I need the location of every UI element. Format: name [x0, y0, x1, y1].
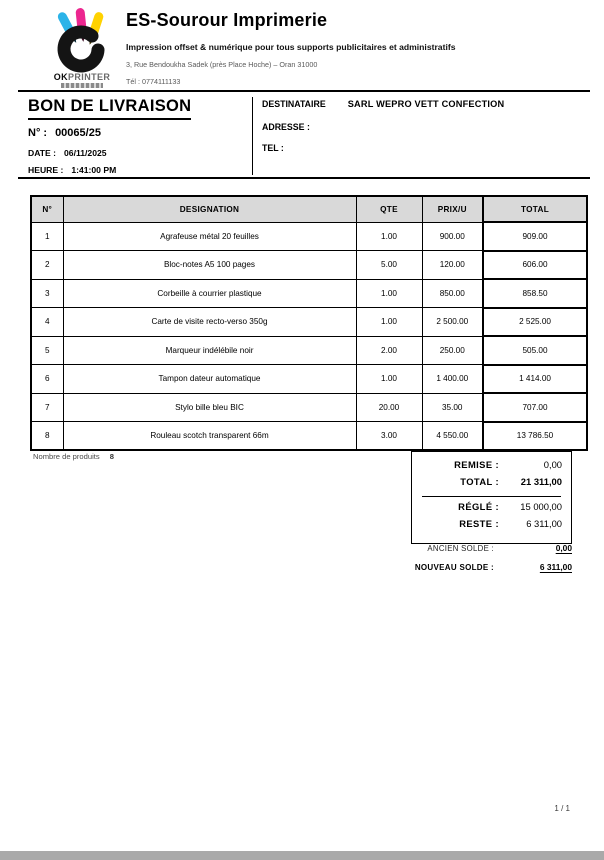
- cell-qty: 1.00: [356, 308, 422, 337]
- cell-no: 5: [31, 336, 63, 365]
- company-phone: Tél : 0774111133: [126, 77, 181, 86]
- document-number-row: [28, 127, 252, 139]
- header-divider-bottom: [18, 177, 590, 179]
- total-label: TOTAL :: [460, 476, 499, 487]
- date-value: 06/11/2025: [64, 148, 107, 158]
- recipient-value: SARL WEPRO VETT CONFECTION: [347, 99, 505, 109]
- cell-no: 4: [31, 308, 63, 337]
- cell-qty: 3.00: [356, 422, 422, 451]
- cell-no: 1: [31, 222, 63, 251]
- cell-designation: Carte de visite recto-verso 350g: [63, 308, 356, 337]
- cell-total: 2 525.00: [483, 308, 587, 337]
- recipient-section: [252, 97, 584, 175]
- cell-no: 8: [31, 422, 63, 451]
- cell-total: 858.50: [483, 279, 587, 308]
- cell-no: 7: [31, 393, 63, 422]
- cell-unit-price: 900.00: [422, 222, 483, 251]
- remise-label: REMISE :: [454, 459, 499, 470]
- regle-value: 15 000,00: [520, 501, 562, 512]
- table-row: [31, 422, 587, 451]
- date-row: [28, 148, 252, 158]
- cell-qty: 20.00: [356, 393, 422, 422]
- reste-row: [421, 518, 562, 535]
- cell-designation: Corbeille à courrier plastique: [63, 279, 356, 308]
- table-row: [31, 222, 587, 251]
- recipient-tel-row: [262, 143, 584, 153]
- company-header: [126, 10, 586, 86]
- table-row: [31, 365, 587, 394]
- cell-unit-price: 250.00: [422, 336, 483, 365]
- product-count-label: Nombre de produits: [33, 452, 100, 461]
- reste-value: 6 311,00: [526, 518, 562, 529]
- cell-designation: Bloc-notes A5 100 pages: [63, 251, 356, 280]
- remise-row: [421, 459, 562, 476]
- viewer-bottom-bar: [0, 851, 604, 860]
- delivery-note-info: [28, 97, 584, 175]
- cell-unit-price: 4 550.00: [422, 422, 483, 451]
- recipient-row: [262, 99, 584, 109]
- total-value: 21 311,00: [520, 476, 562, 487]
- ancien-solde-value: 0,00: [555, 543, 572, 553]
- reste-label: RESTE :: [459, 518, 499, 529]
- document-title: BON DE LIVRAISON: [28, 97, 191, 120]
- page-indicator: 1 / 1: [554, 804, 570, 813]
- cell-unit-price: 2 500.00: [422, 308, 483, 337]
- company-address: 3, Rue Bendoukha Sadek (près Place Hoche) – Oran 31000: [126, 60, 318, 69]
- nouveau-solde-row: [342, 562, 572, 572]
- recipient-label: DESTINATAIRE: [262, 99, 326, 109]
- company-tagline: Impression offset & numérique pour tous supports publicitaires et administratifs: [126, 42, 456, 52]
- delivery-note-left: [28, 97, 252, 175]
- totals-box: [411, 451, 572, 544]
- time-label: HEURE :: [28, 165, 64, 175]
- cell-total: 1 414.00: [483, 365, 587, 394]
- recipient-address-row: [262, 122, 584, 132]
- recipient-address-label: ADRESSE :: [262, 122, 310, 132]
- cell-qty: 1.00: [356, 279, 422, 308]
- number-label: N° :: [28, 127, 48, 139]
- time-value: 1:41:00 PM: [71, 165, 117, 175]
- totals-divider: [422, 496, 561, 497]
- cell-qty: 5.00: [356, 251, 422, 280]
- table-row: [31, 279, 587, 308]
- ancien-solde-row: [342, 543, 572, 553]
- total-row: [421, 476, 562, 493]
- table-row: [31, 251, 587, 280]
- date-label: DATE :: [28, 148, 57, 158]
- col-header-qty: QTE: [356, 196, 422, 222]
- table-row: [31, 336, 587, 365]
- nouveau-solde-label: NOUVEAU SOLDE :: [414, 563, 494, 572]
- cell-total: 707.00: [483, 393, 587, 422]
- items-table: [30, 195, 588, 451]
- cell-no: 6: [31, 365, 63, 394]
- logo-wordmark: [44, 72, 120, 82]
- remise-value: 0,00: [543, 459, 562, 470]
- cell-unit-price: 1 400.00: [422, 365, 483, 394]
- col-header-no: N°: [31, 196, 63, 222]
- ancien-solde-label: ANCIEN SOLDE :: [427, 544, 494, 553]
- table-row: [31, 308, 587, 337]
- logo-printer-text: PRINTER: [68, 72, 111, 82]
- time-row: [28, 165, 252, 175]
- table-row: [31, 393, 587, 422]
- cell-qty: 1.00: [356, 222, 422, 251]
- cell-designation: Agrafeuse métal 20 feuilles: [63, 222, 356, 251]
- cell-no: 2: [31, 251, 63, 280]
- regle-row: [421, 501, 562, 518]
- cell-qty: 2.00: [356, 336, 422, 365]
- cell-designation: Rouleau scotch transparent 66m: [63, 422, 356, 451]
- col-header-total: TOTAL: [483, 196, 587, 222]
- recipient-tel-label: TEL :: [262, 143, 284, 153]
- cell-qty: 1.00: [356, 365, 422, 394]
- header-divider-top: [18, 90, 590, 92]
- cell-designation: Marqueur indélébile noir: [63, 336, 356, 365]
- cell-total: 13 786.50: [483, 422, 587, 451]
- cell-total: 606.00: [483, 251, 587, 280]
- number-value: 00065/25: [55, 127, 101, 139]
- product-count: [33, 452, 114, 461]
- cell-designation: Tampon dateur automatique: [63, 365, 356, 394]
- cell-unit-price: 120.00: [422, 251, 483, 280]
- okprinter-logo: [44, 8, 120, 90]
- cell-no: 3: [31, 279, 63, 308]
- logo-ok-text: OK: [53, 72, 68, 82]
- col-header-unit-price: PRIX/U: [422, 196, 483, 222]
- table-header-row: [31, 196, 587, 222]
- nouveau-solde-value: 6 311,00: [539, 562, 572, 572]
- balance-section: [342, 543, 572, 581]
- cell-unit-price: 35.00: [422, 393, 483, 422]
- col-header-designation: DESIGNATION: [63, 196, 356, 222]
- cell-unit-price: 850.00: [422, 279, 483, 308]
- printer-logo-icon: [44, 8, 120, 74]
- logo-tagline-smudge: [61, 83, 103, 88]
- cell-total: 505.00: [483, 336, 587, 365]
- cell-total: 909.00: [483, 222, 587, 251]
- regle-label: RÉGLÉ :: [458, 501, 499, 512]
- company-name: ES-Sourour Imprimerie: [126, 10, 328, 30]
- product-count-value: 8: [109, 452, 114, 461]
- cell-designation: Stylo bille bleu BIC: [63, 393, 356, 422]
